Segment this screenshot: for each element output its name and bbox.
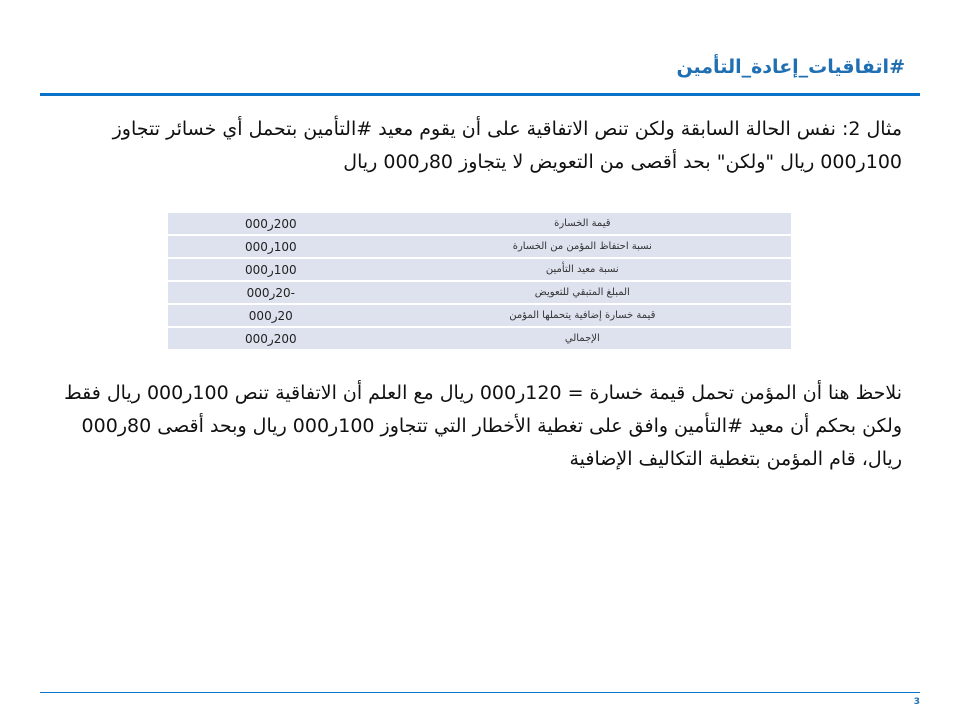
row-label: الإجمالي	[374, 328, 791, 349]
example-paragraph: مثال 2: نفس الحالة السابقة ولكن تنص الاتفاقية على أن يقوم معيد #التأمين بتحمل أي خسائر تتجاوز 100ر000 ريال "ولكن" بحد أقصى من التعويض لا يتجاوز 80ر000 ريال	[112, 118, 902, 173]
row-label: قيمة خسارة إضافية يتحملها المؤمن	[374, 305, 791, 326]
table-row	[168, 328, 791, 349]
row-value: 100ر000	[168, 236, 374, 257]
table-row	[168, 305, 791, 326]
row-value: 200ر000	[168, 213, 374, 234]
explanation-paragraph: نلاحظ هنا أن المؤمن تحمل قيمة خسارة = 120ر000 ريال مع العلم أن الاتفاقية تنص 100ر000 ريال فقط ولكن بحكم أن معيد #التأمين وافق على تغطية الأخطار التي تتجاوز 100ر000 ريال وبحد أقصى 80ر000 ريال، قام المؤمن بتغطية التكاليف الإضافية	[64, 382, 902, 470]
slide-title: #اتفاقيات_إعادة_التأمين	[676, 56, 905, 78]
row-value: -20ر000	[168, 282, 374, 303]
loss-breakdown-table	[168, 211, 791, 351]
title-divider	[40, 93, 920, 96]
table-row	[168, 259, 791, 280]
row-label: قيمة الخسارة	[374, 213, 791, 234]
row-label: نسبة معيد التأمين	[374, 259, 791, 280]
table-row	[168, 213, 791, 234]
table-row	[168, 236, 791, 257]
row-value: 20ر000	[168, 305, 374, 326]
table-row	[168, 282, 791, 303]
row-value: 200ر000	[168, 328, 374, 349]
row-label: نسبة احتفاظ المؤمن من الخسارة	[374, 236, 791, 257]
page-number: 3	[913, 697, 920, 707]
row-value: 100ر000	[168, 259, 374, 280]
footer-divider	[40, 692, 920, 693]
row-label: المبلغ المتبقي للتعويض	[374, 282, 791, 303]
